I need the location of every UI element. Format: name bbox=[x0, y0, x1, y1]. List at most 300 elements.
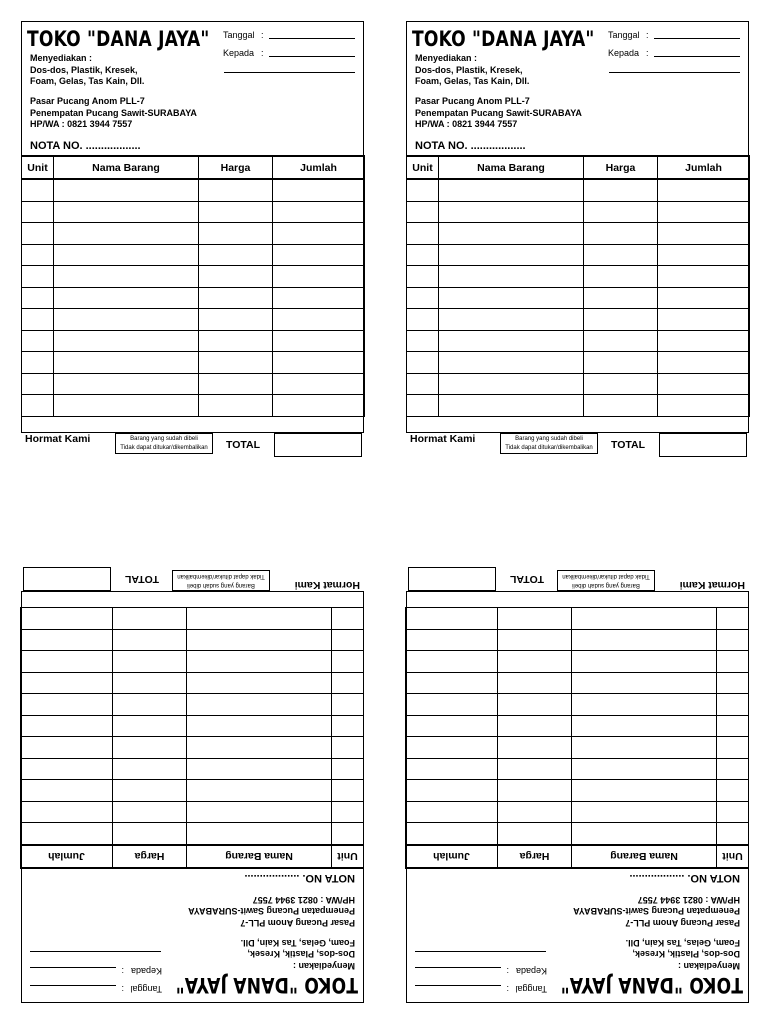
provides-line-2: Foam, Gelas, Tas Kain, Dll. bbox=[30, 76, 145, 86]
unit-cell[interactable] bbox=[407, 179, 439, 201]
provides-label: Menyediakan : bbox=[292, 961, 355, 971]
unit-cell[interactable] bbox=[22, 244, 54, 266]
unit-cell[interactable] bbox=[717, 673, 749, 695]
nama-barang-cell[interactable] bbox=[439, 373, 584, 395]
harga-cell[interactable] bbox=[498, 737, 572, 759]
unit-cell[interactable] bbox=[332, 694, 364, 716]
total-box[interactable] bbox=[408, 567, 496, 591]
nama-barang-cell[interactable] bbox=[439, 395, 584, 417]
jumlah-cell[interactable] bbox=[658, 266, 750, 288]
harga-cell[interactable] bbox=[113, 608, 187, 630]
provides-line-1: Dos-dos, Plastik, Kresek, bbox=[632, 949, 740, 960]
unit-cell[interactable] bbox=[407, 395, 439, 417]
unit-cell[interactable] bbox=[22, 287, 54, 309]
jumlah-cell[interactable] bbox=[21, 759, 113, 781]
kepada-label: Kepada bbox=[130, 966, 162, 976]
unit-cell[interactable] bbox=[407, 373, 439, 395]
nama-barang-cell[interactable] bbox=[572, 780, 717, 802]
nama-barang-cell[interactable] bbox=[187, 608, 332, 630]
kepada-field[interactable] bbox=[506, 966, 547, 976]
harga-cell[interactable] bbox=[498, 802, 572, 824]
store-name: TOKO "DANA JAYA" bbox=[175, 972, 358, 997]
address-line-2: Penempatan Pucang Sawit-SURABAYA bbox=[573, 906, 740, 917]
harga-cell[interactable] bbox=[584, 330, 658, 352]
kepada-line[interactable] bbox=[654, 56, 740, 57]
return-notice bbox=[172, 570, 270, 591]
nama-barang-cell[interactable] bbox=[187, 823, 332, 845]
nama-barang-cell[interactable] bbox=[439, 201, 584, 223]
nama-barang-cell[interactable] bbox=[187, 759, 332, 781]
provides-line-1: Dos-dos, Plastik, Kresek, bbox=[415, 64, 523, 75]
table-row bbox=[406, 737, 749, 759]
address-line-1: Pasar Pucang Anom PLL-7 bbox=[240, 918, 355, 928]
nama-barang-cell[interactable] bbox=[572, 737, 717, 759]
nama-barang-cell[interactable] bbox=[572, 673, 717, 695]
unit-cell[interactable] bbox=[332, 737, 364, 759]
tanggal-label: Tanggal bbox=[223, 30, 255, 40]
nama-barang-cell[interactable] bbox=[187, 716, 332, 738]
harga-cell[interactable] bbox=[584, 395, 658, 417]
nama-barang-cell[interactable] bbox=[439, 223, 584, 245]
unit-cell[interactable] bbox=[22, 352, 54, 374]
nota-number: NOTA NO. .................. bbox=[629, 872, 740, 884]
nama-barang-cell[interactable] bbox=[54, 179, 199, 201]
nama-barang-cell[interactable] bbox=[54, 395, 199, 417]
provides-label: Menyediakan : bbox=[415, 53, 478, 63]
jumlah-cell[interactable] bbox=[21, 608, 113, 630]
provides-block bbox=[626, 937, 740, 972]
harga-cell[interactable] bbox=[498, 823, 572, 845]
nama-barang-cell[interactable] bbox=[439, 266, 584, 288]
nama-barang-cell[interactable] bbox=[54, 223, 199, 245]
table-row bbox=[21, 759, 364, 781]
unit-cell[interactable] bbox=[407, 352, 439, 374]
nota-form-3 bbox=[21, 567, 364, 1003]
items-table bbox=[20, 608, 364, 870]
harga-cell[interactable] bbox=[584, 373, 658, 395]
table-row bbox=[407, 373, 750, 395]
jumlah-cell[interactable] bbox=[273, 201, 365, 223]
items-table bbox=[405, 608, 749, 870]
jumlah-cell[interactable] bbox=[273, 373, 365, 395]
nama-barang-cell[interactable] bbox=[439, 352, 584, 374]
nama-barang-cell[interactable] bbox=[54, 330, 199, 352]
tanggal-field[interactable] bbox=[608, 30, 649, 40]
address-block bbox=[573, 894, 740, 929]
nota-number: NOTA NO. .................. bbox=[30, 140, 141, 152]
nama-barang-cell[interactable] bbox=[572, 694, 717, 716]
notice-line-2: Tidak dapat ditukar/dikembalikan bbox=[505, 445, 593, 451]
kepada-line-2[interactable] bbox=[609, 72, 740, 73]
nama-barang-cell[interactable] bbox=[439, 179, 584, 201]
jumlah-cell[interactable] bbox=[406, 608, 498, 630]
jumlah-cell[interactable] bbox=[273, 223, 365, 245]
harga-cell[interactable] bbox=[113, 823, 187, 845]
notice-line-1: Barang yang sudah dibeli bbox=[130, 436, 198, 442]
kepada-line[interactable] bbox=[415, 967, 501, 968]
unit-cell[interactable] bbox=[717, 651, 749, 673]
unit-cell[interactable] bbox=[717, 823, 749, 845]
items-table bbox=[406, 155, 750, 417]
column-header: Nama Barang bbox=[439, 156, 584, 179]
nama-barang-cell[interactable] bbox=[187, 651, 332, 673]
table-row bbox=[22, 330, 365, 352]
column-header: Jumlah bbox=[273, 156, 365, 179]
kepada-line-2[interactable] bbox=[224, 72, 355, 73]
tanggal-field[interactable] bbox=[223, 30, 264, 40]
nama-barang-cell[interactable] bbox=[54, 244, 199, 266]
nama-barang-cell[interactable] bbox=[54, 373, 199, 395]
nama-barang-cell[interactable] bbox=[187, 780, 332, 802]
address-block bbox=[30, 96, 197, 131]
address-line-2: Penempatan Pucang Sawit-SURABAYA bbox=[188, 906, 355, 917]
harga-cell[interactable] bbox=[113, 651, 187, 673]
nama-barang-cell[interactable] bbox=[187, 694, 332, 716]
nama-barang-cell[interactable] bbox=[54, 201, 199, 223]
harga-cell[interactable] bbox=[199, 395, 273, 417]
unit-cell[interactable] bbox=[717, 802, 749, 824]
jumlah-cell[interactable] bbox=[273, 330, 365, 352]
unit-cell[interactable] bbox=[332, 802, 364, 824]
jumlah-cell[interactable] bbox=[21, 630, 113, 652]
jumlah-cell[interactable] bbox=[658, 309, 750, 331]
tanggal-line[interactable] bbox=[269, 38, 355, 39]
column-header: Jumlah bbox=[406, 845, 498, 868]
harga-cell[interactable] bbox=[113, 716, 187, 738]
table-row bbox=[407, 395, 750, 417]
notice-line-2: Tidak dapat ditukar/dikembalikan bbox=[177, 573, 265, 579]
jumlah-cell[interactable] bbox=[21, 716, 113, 738]
jumlah-cell[interactable] bbox=[658, 395, 750, 417]
jumlah-cell[interactable] bbox=[21, 802, 113, 824]
tanggal-field[interactable] bbox=[121, 984, 162, 994]
unit-cell[interactable] bbox=[332, 608, 364, 630]
unit-cell[interactable] bbox=[717, 630, 749, 652]
unit-cell[interactable] bbox=[717, 759, 749, 781]
harga-cell[interactable] bbox=[498, 694, 572, 716]
table-row bbox=[406, 823, 749, 845]
total-box[interactable] bbox=[659, 433, 747, 457]
nota-number: NOTA NO. .................. bbox=[415, 140, 526, 152]
column-header: Harga bbox=[498, 845, 572, 868]
unit-cell[interactable] bbox=[717, 737, 749, 759]
harga-cell[interactable] bbox=[113, 694, 187, 716]
store-name: TOKO "DANA JAYA" bbox=[560, 972, 743, 997]
jumlah-cell[interactable] bbox=[273, 352, 365, 374]
kepada-line-2[interactable] bbox=[415, 951, 546, 952]
kepada-label: Kepada bbox=[608, 48, 640, 58]
column-header: Unit bbox=[717, 845, 749, 868]
total-label: TOTAL bbox=[611, 439, 646, 451]
harga-cell[interactable] bbox=[113, 630, 187, 652]
table-row bbox=[22, 309, 365, 331]
harga-cell[interactable] bbox=[199, 373, 273, 395]
kepada-field[interactable] bbox=[608, 48, 649, 58]
unit-cell[interactable] bbox=[717, 780, 749, 802]
table-row bbox=[22, 201, 365, 223]
jumlah-cell[interactable] bbox=[406, 737, 498, 759]
harga-cell[interactable] bbox=[498, 673, 572, 695]
jumlah-cell[interactable] bbox=[658, 179, 750, 201]
harga-cell[interactable] bbox=[584, 201, 658, 223]
return-notice bbox=[115, 433, 213, 454]
address-block bbox=[415, 96, 582, 131]
kepada-field[interactable] bbox=[223, 48, 264, 58]
provides-line-2: Foam, Gelas, Tas Kain, Dll. bbox=[625, 938, 740, 948]
nama-barang-cell[interactable] bbox=[439, 244, 584, 266]
harga-cell[interactable] bbox=[498, 651, 572, 673]
address-line-1: Pasar Pucang Anom PLL-7 bbox=[30, 96, 145, 106]
nama-barang-cell[interactable] bbox=[187, 802, 332, 824]
table-row bbox=[22, 244, 365, 266]
harga-cell[interactable] bbox=[498, 780, 572, 802]
column-header: Nama Barang bbox=[572, 845, 717, 868]
nama-barang-cell[interactable] bbox=[187, 673, 332, 695]
harga-cell[interactable] bbox=[584, 287, 658, 309]
nama-barang-cell[interactable] bbox=[54, 287, 199, 309]
jumlah-cell[interactable] bbox=[406, 780, 498, 802]
jumlah-cell[interactable] bbox=[406, 716, 498, 738]
unit-cell[interactable] bbox=[407, 201, 439, 223]
unit-cell[interactable] bbox=[22, 266, 54, 288]
table-row bbox=[407, 352, 750, 374]
provides-label: Menyediakan : bbox=[677, 961, 740, 971]
unit-cell[interactable] bbox=[22, 309, 54, 331]
phone-number: HP/WA : 0821 3944 7557 bbox=[252, 895, 355, 905]
jumlah-cell[interactable] bbox=[273, 244, 365, 266]
nama-barang-cell[interactable] bbox=[572, 716, 717, 738]
unit-cell[interactable] bbox=[22, 223, 54, 245]
unit-cell[interactable] bbox=[407, 223, 439, 245]
unit-cell[interactable] bbox=[22, 395, 54, 417]
nama-barang-cell[interactable] bbox=[187, 737, 332, 759]
table-row bbox=[407, 179, 750, 201]
items-header-row bbox=[21, 845, 364, 868]
harga-cell[interactable] bbox=[199, 266, 273, 288]
jumlah-cell[interactable] bbox=[406, 759, 498, 781]
nota-footer bbox=[21, 567, 364, 591]
harga-cell[interactable] bbox=[584, 309, 658, 331]
column-header: Nama Barang bbox=[54, 156, 199, 179]
unit-cell[interactable] bbox=[332, 759, 364, 781]
return-notice bbox=[557, 570, 655, 591]
jumlah-cell[interactable] bbox=[658, 223, 750, 245]
kepada-colon: : bbox=[261, 48, 264, 58]
unit-cell[interactable] bbox=[407, 287, 439, 309]
jumlah-cell[interactable] bbox=[406, 802, 498, 824]
tanggal-colon: : bbox=[506, 984, 509, 994]
tanggal-line[interactable] bbox=[415, 985, 501, 986]
tanggal-line[interactable] bbox=[654, 38, 740, 39]
harga-cell[interactable] bbox=[199, 223, 273, 245]
jumlah-cell[interactable] bbox=[21, 737, 113, 759]
jumlah-cell[interactable] bbox=[658, 287, 750, 309]
nota-footer bbox=[21, 433, 364, 457]
kepada-colon: : bbox=[121, 966, 124, 976]
nota-footer bbox=[406, 567, 749, 591]
table-row bbox=[406, 673, 749, 695]
tanggal-line[interactable] bbox=[30, 985, 116, 986]
harga-cell[interactable] bbox=[199, 330, 273, 352]
kepada-field[interactable] bbox=[121, 966, 162, 976]
notice-line-1: Barang yang sudah dibeli bbox=[187, 582, 255, 588]
jumlah-cell[interactable] bbox=[658, 201, 750, 223]
harga-cell[interactable] bbox=[113, 780, 187, 802]
jumlah-cell[interactable] bbox=[658, 373, 750, 395]
total-label: TOTAL bbox=[124, 573, 159, 585]
harga-cell[interactable] bbox=[113, 673, 187, 695]
harga-cell[interactable] bbox=[498, 630, 572, 652]
table-row bbox=[407, 287, 750, 309]
table-row bbox=[22, 352, 365, 374]
nama-barang-cell[interactable] bbox=[572, 608, 717, 630]
nota-form-1 bbox=[21, 21, 364, 457]
jumlah-cell[interactable] bbox=[406, 694, 498, 716]
table-row bbox=[406, 651, 749, 673]
harga-cell[interactable] bbox=[584, 266, 658, 288]
table-row bbox=[22, 266, 365, 288]
hormat-kami: Hormat Kami bbox=[410, 433, 476, 445]
nama-barang-cell[interactable] bbox=[572, 630, 717, 652]
harga-cell[interactable] bbox=[498, 608, 572, 630]
nama-barang-cell[interactable] bbox=[54, 266, 199, 288]
unit-cell[interactable] bbox=[332, 780, 364, 802]
harga-cell[interactable] bbox=[498, 716, 572, 738]
jumlah-cell[interactable] bbox=[273, 395, 365, 417]
nama-barang-cell[interactable] bbox=[572, 759, 717, 781]
nama-barang-cell[interactable] bbox=[54, 309, 199, 331]
nama-barang-cell[interactable] bbox=[572, 651, 717, 673]
unit-cell[interactable] bbox=[22, 201, 54, 223]
jumlah-cell[interactable] bbox=[21, 780, 113, 802]
total-box[interactable] bbox=[23, 567, 111, 591]
hormat-kami: Hormat Kami bbox=[294, 579, 360, 591]
unit-cell[interactable] bbox=[332, 673, 364, 695]
tanggal-colon: : bbox=[121, 984, 124, 994]
table-row bbox=[407, 266, 750, 288]
items-header-row bbox=[22, 156, 365, 179]
jumlah-cell[interactable] bbox=[406, 823, 498, 845]
unit-cell[interactable] bbox=[407, 309, 439, 331]
harga-cell[interactable] bbox=[199, 244, 273, 266]
table-row bbox=[21, 802, 364, 824]
nota-form-4 bbox=[406, 567, 749, 1003]
unit-cell[interactable] bbox=[407, 266, 439, 288]
unit-cell[interactable] bbox=[332, 823, 364, 845]
unit-cell[interactable] bbox=[717, 694, 749, 716]
jumlah-cell[interactable] bbox=[273, 179, 365, 201]
harga-cell[interactable] bbox=[199, 201, 273, 223]
harga-cell[interactable] bbox=[584, 352, 658, 374]
harga-cell[interactable] bbox=[199, 352, 273, 374]
tanggal-colon: : bbox=[261, 30, 264, 40]
jumlah-cell[interactable] bbox=[658, 352, 750, 374]
table-row bbox=[407, 244, 750, 266]
column-header: Jumlah bbox=[21, 845, 113, 868]
jumlah-cell[interactable] bbox=[406, 630, 498, 652]
unit-cell[interactable] bbox=[22, 373, 54, 395]
address-line-1: Pasar Pucang Anom PLL-7 bbox=[625, 918, 740, 928]
provides-block bbox=[415, 53, 529, 88]
jumlah-cell[interactable] bbox=[658, 330, 750, 352]
jumlah-cell[interactable] bbox=[21, 694, 113, 716]
harga-cell[interactable] bbox=[113, 737, 187, 759]
harga-cell[interactable] bbox=[584, 223, 658, 245]
table-row bbox=[406, 780, 749, 802]
kepada-label: Kepada bbox=[515, 966, 547, 976]
unit-cell[interactable] bbox=[22, 330, 54, 352]
phone-number: HP/WA : 0821 3944 7557 bbox=[415, 119, 518, 129]
kepada-line[interactable] bbox=[30, 967, 116, 968]
jumlah-cell[interactable] bbox=[21, 823, 113, 845]
harga-cell[interactable] bbox=[584, 179, 658, 201]
jumlah-cell[interactable] bbox=[406, 651, 498, 673]
unit-cell[interactable] bbox=[717, 608, 749, 630]
harga-cell[interactable] bbox=[113, 759, 187, 781]
kepada-colon: : bbox=[506, 966, 509, 976]
column-header: Harga bbox=[113, 845, 187, 868]
nama-barang-cell[interactable] bbox=[572, 823, 717, 845]
jumlah-cell[interactable] bbox=[21, 673, 113, 695]
table-row bbox=[21, 823, 364, 845]
jumlah-cell[interactable] bbox=[658, 244, 750, 266]
items-table bbox=[21, 155, 365, 417]
jumlah-cell[interactable] bbox=[21, 651, 113, 673]
harga-cell[interactable] bbox=[584, 244, 658, 266]
unit-cell[interactable] bbox=[22, 179, 54, 201]
nama-barang-cell[interactable] bbox=[54, 352, 199, 374]
kepada-line-2[interactable] bbox=[30, 951, 161, 952]
unit-cell[interactable] bbox=[407, 244, 439, 266]
unit-cell[interactable] bbox=[332, 630, 364, 652]
jumlah-cell[interactable] bbox=[406, 673, 498, 695]
column-header: Harga bbox=[584, 156, 658, 179]
tanggal-field[interactable] bbox=[506, 984, 547, 994]
jumlah-cell[interactable] bbox=[273, 287, 365, 309]
nota-form-2 bbox=[406, 21, 749, 457]
kepada-line[interactable] bbox=[269, 56, 355, 57]
nama-barang-cell[interactable] bbox=[187, 630, 332, 652]
harga-cell[interactable] bbox=[113, 802, 187, 824]
harga-cell[interactable] bbox=[199, 179, 273, 201]
table-row bbox=[21, 651, 364, 673]
nama-barang-cell[interactable] bbox=[439, 287, 584, 309]
jumlah-cell[interactable] bbox=[273, 266, 365, 288]
table-row bbox=[406, 802, 749, 824]
table-row bbox=[21, 716, 364, 738]
jumlah-cell[interactable] bbox=[273, 309, 365, 331]
table-row bbox=[406, 759, 749, 781]
harga-cell[interactable] bbox=[498, 759, 572, 781]
harga-cell[interactable] bbox=[199, 287, 273, 309]
harga-cell[interactable] bbox=[199, 309, 273, 331]
unit-cell[interactable] bbox=[717, 716, 749, 738]
nama-barang-cell[interactable] bbox=[439, 330, 584, 352]
nota-footer bbox=[406, 433, 749, 457]
table-row bbox=[21, 780, 364, 802]
phone-number: HP/WA : 0821 3944 7557 bbox=[637, 895, 740, 905]
provides-block bbox=[30, 53, 144, 88]
nama-barang-cell[interactable] bbox=[572, 802, 717, 824]
store-name: TOKO "DANA JAYA" bbox=[412, 27, 595, 52]
unit-cell[interactable] bbox=[332, 651, 364, 673]
total-box[interactable] bbox=[274, 433, 362, 457]
unit-cell[interactable] bbox=[407, 330, 439, 352]
nama-barang-cell[interactable] bbox=[439, 309, 584, 331]
address-line-1: Pasar Pucang Anom PLL-7 bbox=[415, 96, 530, 106]
return-notice bbox=[500, 433, 598, 454]
unit-cell[interactable] bbox=[332, 716, 364, 738]
